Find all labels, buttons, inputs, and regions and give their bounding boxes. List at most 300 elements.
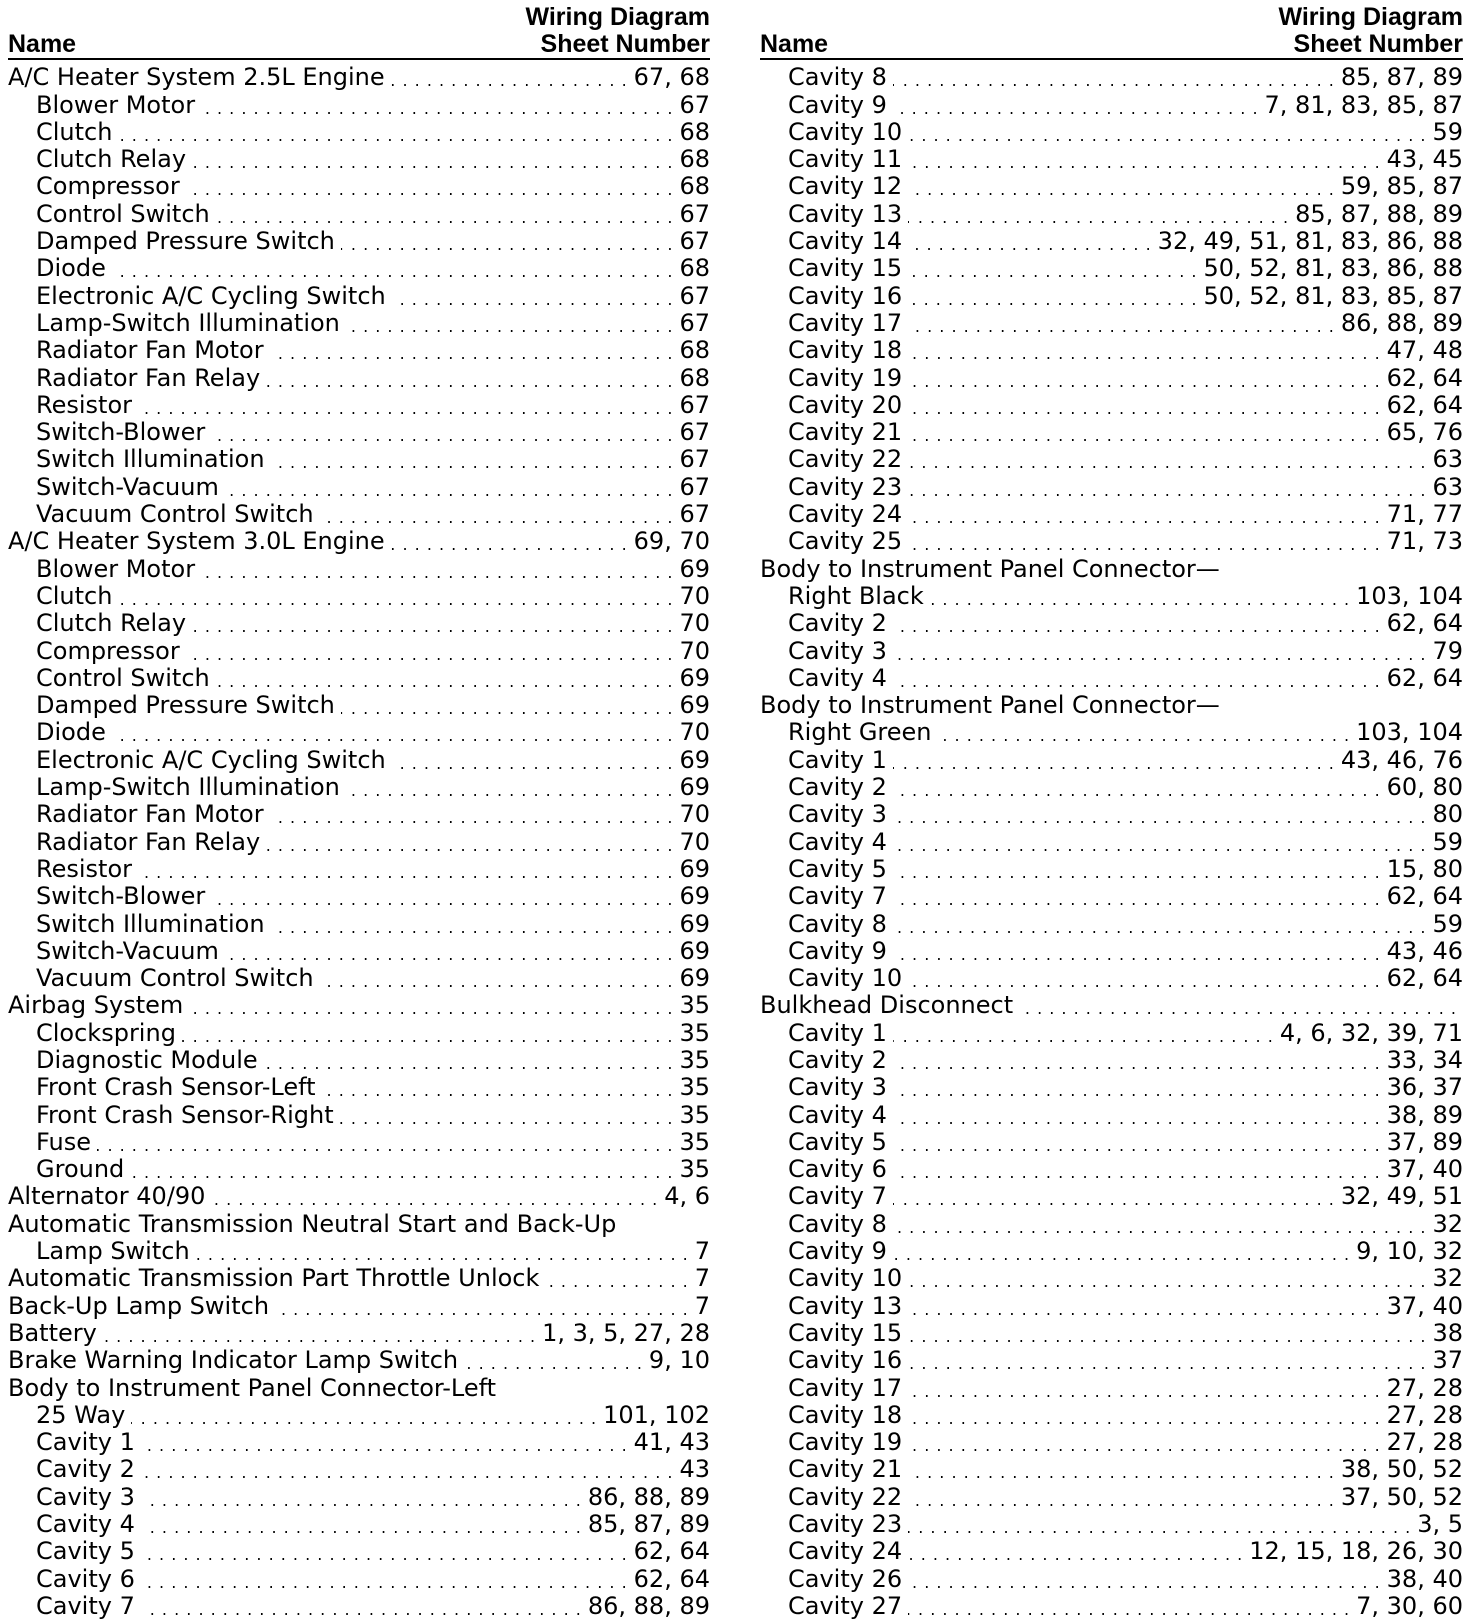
dot-leader xyxy=(320,965,674,992)
entry-name: Cavity 11 xyxy=(788,145,903,174)
index-entry xyxy=(760,1129,1463,1156)
entry-name: Switch-Vacuum xyxy=(36,473,219,501)
dot-leader xyxy=(908,337,1381,364)
index-entry xyxy=(8,1320,710,1347)
entry-name: Radiator Fan Motor xyxy=(36,801,264,829)
index-entry xyxy=(760,883,1463,910)
entry-sheet-numbers: 62, 64 xyxy=(633,1538,710,1566)
dot-leader xyxy=(270,801,674,828)
entry-name: Body to Instrument Panel Connector-Left xyxy=(8,1374,497,1402)
entry-sheet-numbers: 27, 28 xyxy=(1386,1428,1463,1457)
entry-name: Front Crash Sensor-Right xyxy=(36,1101,334,1129)
index-entry xyxy=(8,665,710,692)
entry-sheet-numbers: 50, 52, 81, 83, 85, 87 xyxy=(1203,282,1463,310)
dot-leader xyxy=(908,446,1426,473)
entry-sheet-numbers: 37, 40 xyxy=(1386,1155,1463,1184)
entry-sheet-numbers: 36, 37 xyxy=(1386,1073,1463,1102)
index-entry xyxy=(8,146,710,173)
index-entry xyxy=(8,64,710,91)
index-entry xyxy=(8,1402,710,1429)
entry-name: Cavity 8 xyxy=(788,910,887,938)
entry-name: Radiator Fan Relay xyxy=(36,828,261,856)
entry-name: Damped Pressure Switch xyxy=(36,691,335,720)
entry-name: Electronic A/C Cycling Switch xyxy=(36,746,386,774)
entry-sheet-numbers: 4, 6, 32, 39, 71 xyxy=(1279,1019,1463,1047)
entry-name: Cavity 21 xyxy=(788,1456,903,1484)
index-entry xyxy=(760,1511,1463,1538)
entry-name: Fuse xyxy=(36,1128,91,1156)
entry-name: Clutch Relay xyxy=(36,145,187,174)
index-entry xyxy=(8,200,710,227)
dot-leader xyxy=(893,1156,1381,1183)
entry-sheet-numbers: 32, 49, 51, 81, 83, 86, 88 xyxy=(1157,227,1463,256)
dot-leader xyxy=(266,829,673,856)
dot-leader xyxy=(893,610,1381,637)
dot-leader xyxy=(391,528,628,555)
entry-sheet-numbers: 33, 34 xyxy=(1386,1046,1463,1074)
index-entry xyxy=(760,774,1463,801)
entry-sheet-numbers: 65, 76 xyxy=(1386,418,1463,447)
entry-sheet-numbers: 69 xyxy=(679,664,710,692)
entry-sheet-numbers: 38, 40 xyxy=(1386,1565,1463,1593)
dot-leader xyxy=(112,255,674,282)
index-entry xyxy=(760,938,1463,965)
index-entry xyxy=(8,1511,710,1538)
index-entry xyxy=(760,501,1463,528)
entry-name: Body to Instrument Panel Connector— xyxy=(760,555,1220,583)
entry-sheet-numbers: 35 xyxy=(679,992,710,1020)
entry-sheet-numbers: 47, 48 xyxy=(1386,336,1463,365)
dot-leader xyxy=(908,474,1426,501)
index-entry xyxy=(760,692,1463,719)
dot-leader xyxy=(392,283,674,310)
index-entry xyxy=(8,473,710,500)
entry-name: Cavity 4 xyxy=(788,828,887,856)
index-entry xyxy=(760,1347,1463,1374)
dot-leader xyxy=(893,911,1427,938)
index-entry xyxy=(8,255,710,282)
dot-leader xyxy=(893,801,1427,828)
entry-name: Automatic Transmission Neutral Start and Back-Up xyxy=(8,1210,617,1238)
entry-sheet-numbers: 43, 45 xyxy=(1386,145,1463,174)
dot-leader xyxy=(391,64,628,91)
dot-leader xyxy=(908,1402,1381,1429)
entry-sheet-numbers: 59 xyxy=(1432,828,1463,856)
index-entry xyxy=(8,1183,710,1210)
dot-leader xyxy=(141,1456,674,1483)
index-entry xyxy=(8,1347,710,1374)
entry-name: Control Switch xyxy=(36,664,210,692)
entry-sheet-numbers: 68 xyxy=(679,255,710,283)
dot-leader xyxy=(201,92,673,119)
name-header: Name xyxy=(8,30,77,58)
entry-sheet-numbers: 43 xyxy=(679,1456,710,1484)
dot-leader xyxy=(322,1074,674,1101)
name-header: Name xyxy=(760,30,829,58)
index-entry xyxy=(8,1238,710,1265)
entry-sheet-numbers: 71, 73 xyxy=(1386,528,1463,556)
dot-leader xyxy=(225,474,674,501)
dot-leader xyxy=(908,1265,1426,1292)
entry-name: Cavity 5 xyxy=(788,1128,887,1156)
entry-sheet-numbers: 69, 70 xyxy=(633,528,710,556)
entry-sheet-numbers: 70 xyxy=(679,828,710,856)
entry-sheet-numbers: 7 xyxy=(694,1237,710,1266)
dot-leader xyxy=(908,1456,1335,1483)
index-entry xyxy=(760,1265,1463,1292)
index-entry xyxy=(760,1429,1463,1456)
entry-name: Cavity 22 xyxy=(788,1483,903,1511)
entry-sheet-numbers: 67 xyxy=(679,473,710,501)
index-entry xyxy=(8,173,710,200)
dot-leader xyxy=(271,446,674,473)
index-entry xyxy=(8,419,710,446)
entry-name: Switch Illumination xyxy=(36,910,265,938)
entry-name: Blower Motor xyxy=(36,91,196,119)
dot-leader xyxy=(216,201,674,228)
entry-name: Cavity 5 xyxy=(788,855,887,883)
left-column xyxy=(8,0,710,1620)
index-entry xyxy=(8,692,710,719)
index-entry xyxy=(760,200,1463,227)
entry-sheet-numbers: 67 xyxy=(679,91,710,119)
dot-leader xyxy=(908,1538,1243,1565)
sheet-number-header xyxy=(1278,4,1463,58)
index-entry xyxy=(760,119,1463,146)
entry-sheet-numbers: 3, 5 xyxy=(1417,1510,1463,1539)
dot-leader xyxy=(908,1511,1411,1538)
index-entry xyxy=(760,1374,1463,1401)
index-entry xyxy=(8,1265,710,1292)
entry-name: Diode xyxy=(36,255,106,283)
index-entry xyxy=(8,856,710,883)
entry-name: Cavity 7 xyxy=(788,882,887,911)
index-entry xyxy=(8,1074,710,1101)
entry-sheet-numbers: 7 xyxy=(694,1292,710,1320)
index-entry xyxy=(760,1456,1463,1483)
dot-leader xyxy=(908,255,1197,282)
index-entry xyxy=(760,419,1463,446)
left-entries xyxy=(8,64,710,1620)
entry-sheet-numbers: 67 xyxy=(679,227,710,256)
entry-sheet-numbers: 86, 88, 89 xyxy=(587,1592,710,1620)
entry-sheet-numbers: 70 xyxy=(679,719,710,747)
index-entry xyxy=(760,965,1463,992)
entry-sheet-numbers: 103, 104 xyxy=(1356,582,1463,610)
entry-name: Cavity 16 xyxy=(788,1346,903,1375)
entry-sheet-numbers: 68 xyxy=(679,145,710,174)
dot-leader xyxy=(908,1484,1335,1511)
entry-sheet-numbers: 70 xyxy=(679,637,710,665)
dot-leader xyxy=(130,1156,673,1183)
entry-name: Cavity 3 xyxy=(36,1483,135,1511)
dot-leader xyxy=(138,856,673,883)
index-entry xyxy=(8,1565,710,1592)
entry-name: Cavity 18 xyxy=(788,1401,903,1429)
entry-sheet-numbers: 85, 87, 89 xyxy=(1340,64,1463,92)
entry-sheet-numbers: 69 xyxy=(679,691,710,720)
index-entry xyxy=(760,828,1463,855)
entry-sheet-numbers: 67 xyxy=(679,282,710,310)
index-entry xyxy=(760,637,1463,664)
entry-name: Cavity 25 xyxy=(788,528,903,556)
entry-name: Control Switch xyxy=(36,200,210,228)
entry-sheet-numbers: 7 xyxy=(694,1265,710,1293)
index-entry xyxy=(8,801,710,828)
entry-name: Lamp-Switch Illumination xyxy=(36,309,340,337)
index-entry xyxy=(8,364,710,391)
index-entry xyxy=(8,91,710,118)
entry-sheet-numbers: 67 xyxy=(679,500,710,529)
dot-leader xyxy=(893,1102,1381,1129)
entry-sheet-numbers: 69 xyxy=(679,555,710,583)
dot-leader xyxy=(196,1238,689,1265)
dot-leader xyxy=(908,965,1381,992)
entry-sheet-numbers: 60, 80 xyxy=(1386,773,1463,802)
index-entry xyxy=(8,1593,710,1620)
entry-sheet-numbers: 85, 87, 88, 89 xyxy=(1295,200,1463,228)
dot-leader xyxy=(182,1020,674,1047)
index-entry xyxy=(8,1047,710,1074)
entry-sheet-numbers: 69 xyxy=(679,937,710,965)
dot-leader xyxy=(186,173,674,200)
entry-sheet-numbers: 68 xyxy=(679,364,710,392)
entry-name: Cavity 10 xyxy=(788,118,903,146)
index-entry xyxy=(760,1101,1463,1128)
entry-name: Cavity 6 xyxy=(788,1155,887,1184)
entry-name: Radiator Fan Relay xyxy=(36,364,261,392)
index-entry xyxy=(8,1210,710,1237)
entry-name: Cavity 14 xyxy=(788,227,903,256)
dot-leader xyxy=(270,337,674,364)
dot-leader xyxy=(346,310,674,337)
entry-sheet-numbers: 37, 89 xyxy=(1386,1128,1463,1156)
entry-sheet-numbers: 86, 88, 89 xyxy=(587,1483,710,1511)
entry-name: Cavity 3 xyxy=(788,637,887,665)
entry-name: Airbag System xyxy=(8,992,184,1020)
sheet-header-line2: Sheet Number xyxy=(1293,30,1463,58)
entry-name: Cavity 5 xyxy=(36,1538,135,1566)
index-entry xyxy=(8,883,710,910)
dot-leader xyxy=(893,92,1259,119)
dot-leader xyxy=(141,1593,582,1620)
dot-leader xyxy=(392,747,674,774)
index-entry xyxy=(760,64,1463,91)
entry-name: Cavity 16 xyxy=(788,282,903,310)
entry-sheet-numbers: 41, 43 xyxy=(633,1428,710,1457)
entry-name: Clutch xyxy=(36,582,113,610)
entry-name: Diode xyxy=(36,719,106,747)
index-entry xyxy=(760,364,1463,391)
entry-sheet-numbers: 101, 102 xyxy=(603,1401,710,1429)
index-entry xyxy=(760,337,1463,364)
index-entry xyxy=(8,528,710,555)
entry-sheet-numbers: 37, 40 xyxy=(1386,1292,1463,1320)
entry-name: Cavity 27 xyxy=(788,1592,903,1620)
dot-leader xyxy=(893,856,1381,883)
entry-sheet-numbers: 67 xyxy=(679,418,710,447)
entry-name: Cavity 4 xyxy=(788,1101,887,1129)
index-entry xyxy=(8,1129,710,1156)
index-entry xyxy=(760,310,1463,337)
entry-name: Cavity 3 xyxy=(788,801,887,829)
entry-sheet-numbers: 103, 104 xyxy=(1356,719,1463,747)
entry-name: Cavity 9 xyxy=(788,937,887,965)
sheet-header-line1: Wiring Diagram xyxy=(1278,3,1463,31)
dot-leader xyxy=(908,365,1381,392)
entry-sheet-numbers: 68 xyxy=(679,173,710,201)
entry-name: Lamp Switch xyxy=(36,1237,190,1266)
entry-sheet-numbers: 59 xyxy=(1432,910,1463,938)
dot-leader xyxy=(908,528,1381,555)
dot-leader xyxy=(340,1102,674,1129)
index-entry xyxy=(760,1292,1463,1319)
dot-leader xyxy=(118,119,673,146)
entry-sheet-numbers: 27, 28 xyxy=(1386,1374,1463,1402)
entry-name: Cavity 10 xyxy=(788,1265,903,1293)
index-entry xyxy=(8,282,710,309)
index-entry xyxy=(8,1483,710,1510)
index-entry xyxy=(760,1019,1463,1046)
dot-leader xyxy=(908,1429,1381,1456)
entry-name: Cavity 26 xyxy=(788,1565,903,1593)
entry-name: Damped Pressure Switch xyxy=(36,227,335,256)
entry-sheet-numbers: 62, 64 xyxy=(1386,391,1463,419)
entry-sheet-numbers: 37 xyxy=(1432,1346,1463,1375)
dot-leader xyxy=(893,1129,1381,1156)
entry-name: A/C Heater System 3.0L Engine xyxy=(8,528,385,556)
entry-sheet-numbers: 32, 49, 51 xyxy=(1340,1183,1463,1211)
index-entry xyxy=(8,1374,710,1401)
dot-leader xyxy=(908,283,1197,310)
dot-leader xyxy=(186,638,674,665)
index-entry xyxy=(8,992,710,1019)
entry-sheet-numbers: 27, 28 xyxy=(1386,1401,1463,1429)
dot-leader xyxy=(893,1238,1350,1265)
entry-sheet-numbers: 80 xyxy=(1432,801,1463,829)
entry-name: Clutch xyxy=(36,118,113,146)
entry-name: Cavity 3 xyxy=(788,1073,887,1102)
dot-leader xyxy=(893,747,1335,774)
entry-name: Switch Illumination xyxy=(36,446,265,474)
entry-sheet-numbers: 7, 81, 83, 85, 87 xyxy=(1264,91,1463,119)
entry-name: Cavity 8 xyxy=(788,1210,887,1238)
index-entry xyxy=(8,1019,710,1046)
dot-leader xyxy=(189,992,673,1019)
index-entry xyxy=(760,392,1463,419)
index-entry xyxy=(8,392,710,419)
index-entry xyxy=(8,965,710,992)
entry-name: Cavity 1 xyxy=(36,1428,135,1457)
index-entry xyxy=(760,1238,1463,1265)
index-entry xyxy=(760,1565,1463,1592)
entry-sheet-numbers: 69 xyxy=(679,746,710,774)
entry-sheet-numbers: 69 xyxy=(679,773,710,802)
dot-leader xyxy=(930,583,1350,610)
dot-leader xyxy=(320,501,674,528)
entry-name: Cavity 7 xyxy=(36,1592,135,1620)
dot-leader xyxy=(908,1566,1381,1593)
dot-leader xyxy=(908,119,1426,146)
entry-sheet-numbers: 69 xyxy=(679,910,710,938)
entry-sheet-numbers: 43, 46 xyxy=(1386,937,1463,965)
dot-leader xyxy=(908,173,1335,200)
index-entry xyxy=(760,1183,1463,1210)
entry-name: Cavity 1 xyxy=(788,746,887,774)
entry-sheet-numbers: 38, 89 xyxy=(1386,1101,1463,1129)
entry-sheet-numbers: 35 xyxy=(679,1128,710,1156)
dot-leader xyxy=(908,1593,1350,1620)
entry-sheet-numbers: 12, 15, 18, 26, 30 xyxy=(1249,1538,1463,1566)
dot-leader xyxy=(1019,992,1457,1019)
dot-leader xyxy=(908,228,1152,255)
index-entry xyxy=(760,255,1463,282)
dot-leader xyxy=(908,146,1381,173)
index-entry xyxy=(760,528,1463,555)
entry-sheet-numbers: 43, 46, 76 xyxy=(1340,746,1463,774)
index-entry xyxy=(760,555,1463,582)
index-entry xyxy=(760,610,1463,637)
entry-name: Cavity 17 xyxy=(788,309,903,337)
entry-name: Cavity 15 xyxy=(788,1319,903,1347)
dot-leader xyxy=(893,1183,1335,1210)
index-entry xyxy=(760,746,1463,773)
right-column xyxy=(760,0,1463,1620)
entry-sheet-numbers: 50, 52, 81, 83, 86, 88 xyxy=(1203,255,1463,283)
entry-sheet-numbers: 69 xyxy=(679,855,710,883)
entry-sheet-numbers: 62, 64 xyxy=(1386,882,1463,911)
dot-leader xyxy=(908,501,1381,528)
index-entry xyxy=(8,828,710,855)
dot-leader xyxy=(893,883,1381,910)
entry-name: Cavity 4 xyxy=(788,664,887,692)
dot-leader xyxy=(141,1511,582,1538)
entry-name: Switch-Vacuum xyxy=(36,937,219,965)
entry-name: Right Green xyxy=(788,719,932,747)
index-entry xyxy=(8,938,710,965)
entry-sheet-numbers: 68 xyxy=(679,118,710,146)
dot-leader xyxy=(141,1566,628,1593)
dot-leader xyxy=(908,1375,1381,1402)
entry-sheet-numbers: 1, 3, 5, 27, 28 xyxy=(542,1319,710,1347)
dot-leader xyxy=(893,829,1427,856)
sheet-header-line2: Sheet Number xyxy=(540,30,710,58)
dot-leader xyxy=(893,774,1381,801)
index-entry xyxy=(760,446,1463,473)
entry-name: Clutch Relay xyxy=(36,609,187,638)
entry-name: Cavity 1 xyxy=(788,1019,887,1047)
index-entry xyxy=(760,91,1463,118)
entry-name: Alternator 40/90 xyxy=(8,1183,206,1211)
index-entry xyxy=(760,1047,1463,1074)
entry-sheet-numbers: 15, 80 xyxy=(1386,855,1463,883)
entry-sheet-numbers: 62, 64 xyxy=(1386,609,1463,638)
entry-sheet-numbers: 35 xyxy=(679,1073,710,1102)
entry-name: Cavity 15 xyxy=(788,255,903,283)
index-entry xyxy=(8,555,710,582)
index-entry xyxy=(760,665,1463,692)
entry-name: Cavity 12 xyxy=(788,173,903,201)
entry-sheet-numbers: 63 xyxy=(1432,473,1463,501)
dot-leader xyxy=(1226,692,1457,719)
right-entries xyxy=(760,64,1463,1620)
dot-leader xyxy=(225,938,674,965)
entry-sheet-numbers: 70 xyxy=(679,609,710,638)
index-entry xyxy=(760,282,1463,309)
entry-name: Cavity 17 xyxy=(788,1374,903,1402)
dot-leader xyxy=(201,556,673,583)
dot-leader xyxy=(346,774,674,801)
